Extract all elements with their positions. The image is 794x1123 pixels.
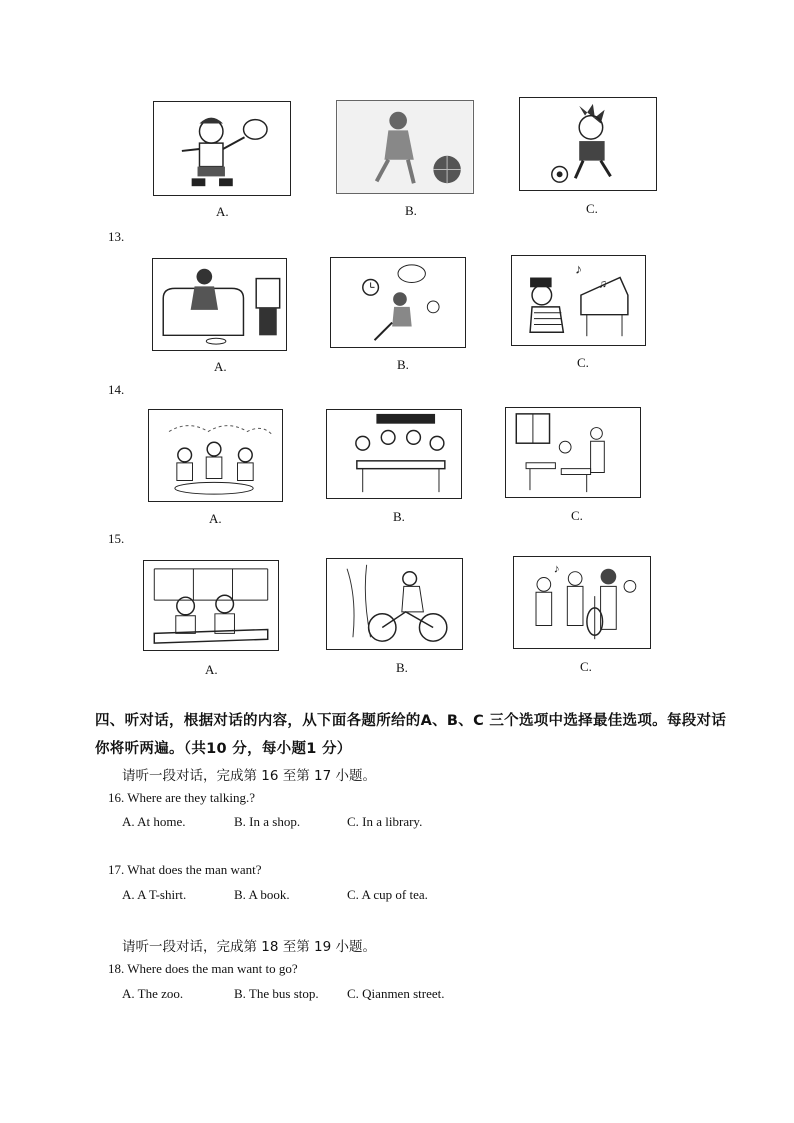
image-row3-b-dinner bbox=[326, 409, 462, 499]
question-number-14: 14. bbox=[108, 382, 125, 397]
svg-text:♪: ♪ bbox=[553, 562, 560, 576]
question-18-option-c[interactable]: C. Qianmen street. bbox=[347, 986, 445, 1001]
image-row4-b-bike bbox=[326, 558, 463, 650]
instruction-16-17: 请听一段对话，完成第 16 至第 17 小题。 bbox=[122, 768, 377, 784]
image-row2-a-watching-tv bbox=[152, 258, 287, 351]
label-row2-b: B. bbox=[397, 357, 409, 372]
label-row2-c: C. bbox=[577, 355, 589, 370]
question-18: 18. Where does the man want to go? bbox=[108, 961, 298, 976]
question-17: 17. What does the man want? bbox=[108, 862, 262, 877]
question-17-option-a[interactable]: A. A T-shirt. bbox=[122, 887, 187, 902]
image-row2-b-housework bbox=[330, 257, 466, 348]
svg-text:♪: ♪ bbox=[575, 261, 582, 277]
image-row1-c-soccer bbox=[519, 97, 657, 191]
image-row2-c-piano bbox=[511, 255, 646, 346]
question-16-option-b[interactable]: B. In a shop. bbox=[234, 814, 301, 829]
question-18-option-b[interactable]: B. The bus stop. bbox=[234, 986, 319, 1001]
label-row4-a: A. bbox=[205, 662, 218, 677]
image-row4-a-students bbox=[143, 560, 279, 651]
image-row1-a-tennis bbox=[153, 101, 291, 196]
question-18-option-a[interactable]: A. The zoo. bbox=[122, 986, 184, 1001]
label-row4-c: C. bbox=[580, 659, 592, 674]
label-row1-c: C. bbox=[586, 201, 598, 216]
svg-text:♫: ♫ bbox=[598, 277, 608, 291]
label-row1-a: A. bbox=[216, 204, 229, 219]
question-16: 16. Where are they talking.? bbox=[108, 790, 256, 805]
section4-heading-line2: 你将听两遍。（共10 分，每小题1 分） bbox=[95, 741, 352, 757]
image-row3-c-classroom bbox=[505, 407, 641, 498]
label-row4-b: B. bbox=[396, 660, 408, 675]
image-row4-c-band bbox=[513, 556, 651, 649]
label-row3-a: A. bbox=[209, 511, 222, 526]
question-number-15: 15. bbox=[108, 531, 125, 546]
question-16-option-c[interactable]: C. In a library. bbox=[347, 814, 423, 829]
instruction-18-19: 请听一段对话，完成第 18 至第 19 小题。 bbox=[122, 939, 377, 955]
question-17-option-c[interactable]: C. A cup of tea. bbox=[347, 887, 428, 902]
image-row1-b-basketball bbox=[336, 100, 474, 194]
image-row3-a-picnic bbox=[148, 409, 283, 502]
label-row3-b: B. bbox=[393, 509, 405, 524]
question-17-option-b[interactable]: B. A book. bbox=[234, 887, 290, 902]
label-row1-b: B. bbox=[405, 203, 417, 218]
question-16-option-a[interactable]: A. At home. bbox=[122, 814, 186, 829]
question-number-13: 13. bbox=[108, 229, 125, 244]
label-row2-a: A. bbox=[214, 359, 227, 374]
section4-heading-line1: 四、听对话，根据对话的内容，从下面各题所给的A、B、C 三个选项中选择最佳选项。每段对话 bbox=[95, 713, 727, 729]
label-row3-c: C. bbox=[571, 508, 583, 523]
